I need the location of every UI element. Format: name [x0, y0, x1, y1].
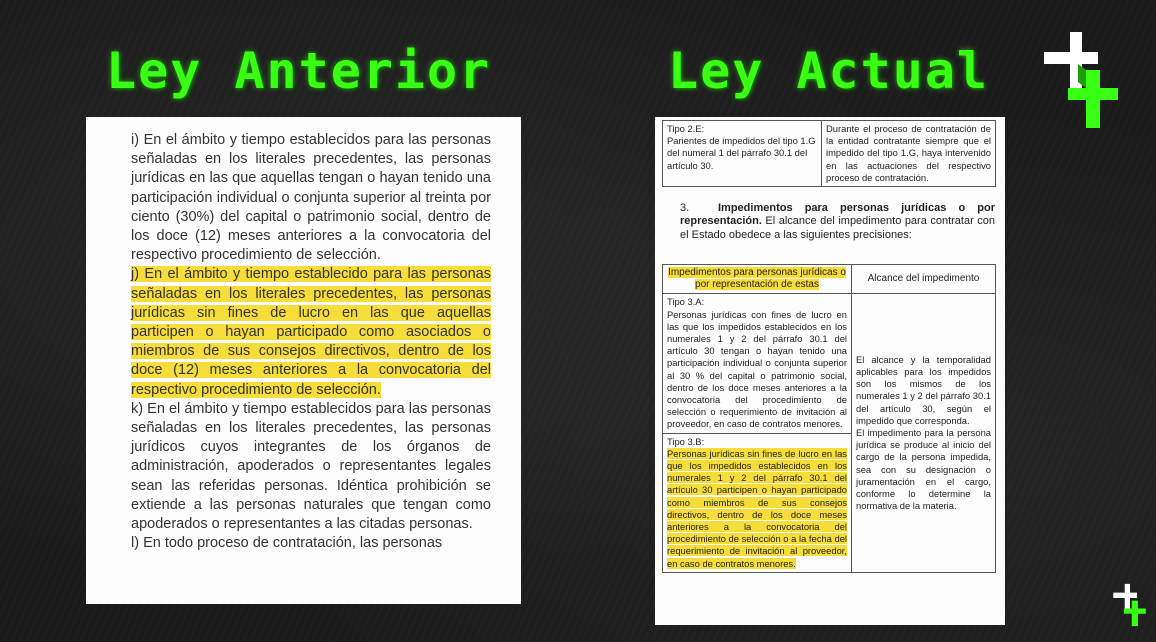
desc-tipo-2e: Parientes de impedidos del tipo 1.G del numeral 1 del párrafo 30.1 del artículo 30.	[667, 135, 816, 171]
plus-brand-logo-icon	[1038, 30, 1126, 130]
cell-tipo-3b	[663, 433, 852, 572]
document-ley-anterior	[86, 117, 521, 604]
label-tipo-3b: Tipo 3.B:	[667, 435, 705, 447]
alcance-p2: El impedimento para la persona jurídica se produce al inicio del cargo de la persona impedida, sea con su designación o juramentación en el cargo, conforme lo determine la normativa de la materia.	[856, 427, 991, 512]
highlight-j: j) En el ámbito y tiempo establecido para las personas señaladas en los literales precedentes, las personas jurídicas sin fines de lucro en las que aquellas participen o hayan participado como asociados o miembros de sus consejos directivos, dentro de los doce (12) meses anteriores a la convocatoria del respectivo procedimiento de selección.	[131, 266, 491, 398]
heading-ley-actual: Ley Actual	[668, 42, 990, 100]
header-impedimentos-text: Impedimentos para personas jurídicas o por representación de estas	[668, 267, 846, 291]
header-impedimentos	[663, 265, 852, 294]
header-alcance: Alcance del impedimento	[852, 265, 996, 294]
highlight-3b: Personas jurídicas sin fines de lucro en las que los impedidos establecidos en los numerales 1 y 2 del párrafo 30.1 del artículo 30 participen o hayan participado como miembros de sus consejos directivos, dentro de los doce meses anteriores a la convocatoria del procedimiento de selección o a la fecha del requerimiento de invitación al proveedor, en caso de contratos menores.	[667, 447, 847, 569]
table-tipo-2e	[662, 120, 996, 187]
paragraph-j	[131, 265, 491, 399]
section-title: Impedimentos para personas jurídicas o por representación.	[680, 202, 995, 228]
cell-alcance-2e: Durante el proceso de contratación de la entidad contratante siempre que el impedido del tipo 1.G, haya intervenido en las actuaciones del respectivo proceso de contratación.	[822, 121, 996, 187]
section-3	[680, 202, 995, 242]
cell-tipo-2e	[663, 121, 822, 187]
cell-alcance-3	[852, 294, 996, 572]
section-text: El alcance del impedimento para contratar con el Estado obedece a las siguientes precisiones:	[680, 215, 995, 241]
paragraph-i: i) En el ámbito y tiempo establecidos para las personas señaladas en los literales precedentes, las personas jurídicas en las que aquellas tengan o hayan tenido una participación individual o conjunta superior al treinta por ciento (30%) del capital o patrimonio social, dentro de los doce (12) meses anteriores a la convocatoria del respectivo procedimiento de selección.	[131, 132, 491, 264]
paragraph-l: l) En todo proceso de contratación, las personas	[131, 535, 443, 552]
desc-tipo-3a: Personas jurídicas con fines de lucro en las que los impedidos establecidos en los numerales 1 y 2 del párrafo 30.1 del artículo 30 tengan o hayan tenido una participación individual o conjunta superior al 30 % del capital o patrimonio social, dentro de los doce meses anteriores a la convocatoria del procedimiento de selección o requerimiento de invitación al proveedor, en caso de contratos menores.	[667, 308, 847, 430]
paragraph-k: k) En el ámbito y tiempo establecidos para las personas señaladas en los literales precedentes, las personas jurídicos cuyos integrantes de los órganos de administración, apoderados o representantes legales sean las referidas personas. Idéntica prohibición se extiende a las personas naturales que tengan como apoderados o representantes a las citadas personas.	[131, 400, 491, 533]
label-tipo-3a: Tipo 3.A:	[667, 296, 705, 308]
alcance-p1: El alcance y la temporalidad aplicables para los impedidos son los mismos de los numerales 1 y 2 del párrafo 30.1 del artículo 30, según el impedido que corresponda.	[856, 353, 991, 426]
section-number: 3.	[680, 202, 690, 214]
table-impedimentos	[662, 264, 996, 573]
label-tipo-2e: Tipo 2.E:	[667, 123, 705, 134]
document-ley-actual	[655, 117, 1005, 625]
desc-tipo-3b	[667, 448, 847, 570]
plus-brand-logo-small-icon	[1110, 583, 1150, 627]
cell-tipo-3a	[663, 294, 852, 433]
heading-ley-anterior: Ley Anterior	[106, 42, 492, 100]
